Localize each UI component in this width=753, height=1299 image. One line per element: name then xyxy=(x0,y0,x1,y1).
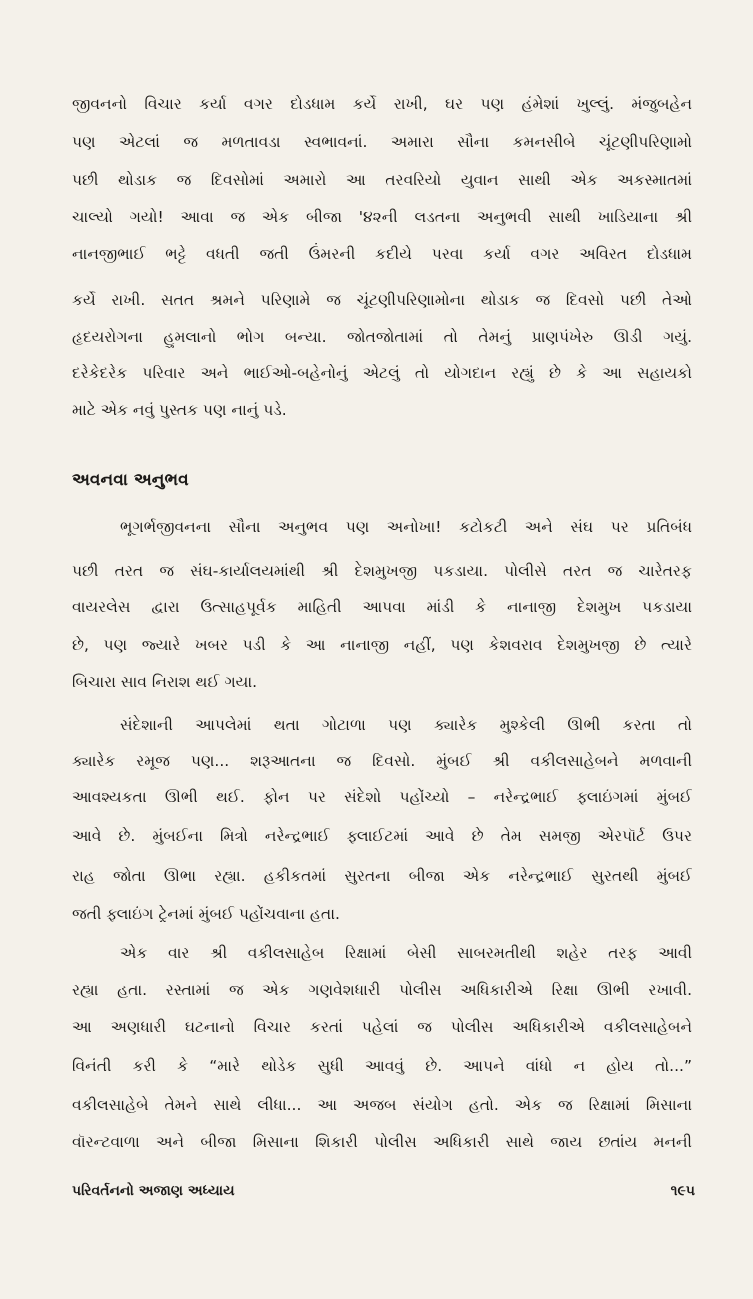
text-line: નાનજીભાઈ ભટ્ટે વધતી જતી ઉંમરની કદીયે પરવા કર્યા વગર અવિરત દોડધામ xyxy=(72,245,692,263)
text-line: આવશ્યકતા ઊભી થઈ. ફોન પર સંદેશો પહોંચ્યો – નરેન્દ્રભાઈ ફ્લાઇંગમાં મુંબઈ xyxy=(72,788,692,806)
text-line: બિચારા સાવ નિરાશ થઈ ગયા. xyxy=(72,673,258,691)
text-line: રાહ જોતા ઊભા રહ્યા. હકીકતમાં સુરતના બીજા એક નરેન્દ્રભાઈ સુરતથી મુંબઈ xyxy=(72,867,692,885)
text-line: પછી થોડાક જ દિવસોમાં અમારો આ તરવરિયો યુવાન સાથી એક અકસ્માતમાં xyxy=(72,171,692,189)
text-line: સંદેશાની આપલેમાં થતા ગોટાળા પણ ક્યારેક મુશ્કેલી ઊભી કરતા તો xyxy=(120,716,692,734)
text-line: દરેકેદરેક પરિવાર અને ભાઈઓ-બહેનોનું એટલું તો યોગદાન રહ્યું છે કે આ સહાયકો xyxy=(72,364,692,382)
text-line: હૃદયરોગના હુમલાનો ભોગ બન્યા. જોતજોતામાં તો તેમનું પ્રાણપંખેરુ ઊડી ગયું. xyxy=(72,328,692,346)
text-line: આ અણધારી ઘટનાનો વિચાર કરતાં પહેલાં જ પોલીસ અધિકારીએ વકીલસાહેબને xyxy=(72,1018,692,1036)
text-line: ભૂગર્ભજીવનના સૌના અનુભવ પણ અનોખા! કટોકટી અને સંઘ પર પ્રતિબંધ xyxy=(120,518,692,536)
text-line: રહ્યા હતા. રસ્તામાં જ એક ગણવેશધારી પોલીસ અધિકારીએ રિક્ષા ઊભી રખાવી. xyxy=(72,981,692,999)
text-line: વાયરલેસ દ્વારા ઉત્સાહપૂર્વક માહિતી આપવા માંડી કે નાનાજી દેશમુખ પકડાયા xyxy=(72,598,692,616)
text-line: છે, પણ જ્યારે ખબર પડી કે આ નાનાજી નહીં, પણ કેશવરાવ દેશમુખજી છે ત્યારે xyxy=(72,636,692,654)
page-number: ૧૯૫ xyxy=(670,1183,695,1199)
text-line: વિનંતી કરી કે “મારે થોડેક સુધી આવવું છે. આપને વાંધો ન હોય તો...” xyxy=(72,1057,692,1075)
text-line: જતી ફ્લાઇંગ ટ્રેનમાં મુંબઈ પહોંચવાના હતા. xyxy=(72,905,340,923)
running-footer-title: પરિવર્તનનો અજાણ અધ્યાય xyxy=(72,1183,235,1199)
text-line: ચાલ્યો ગયો! આવા જ એક બીજા '૪૨ની લડતના અનુભવી સાથી ખાડિયાના શ્રી xyxy=(72,208,692,226)
text-line: એક વાર શ્રી વકીલસાહેબ રિક્ષામાં બેસી સાબરમતીથી શહેર તરફ આવી xyxy=(120,944,692,962)
text-line: પછી તરત જ સંઘ-કાર્યાલયમાંથી શ્રી દેશમુખજી પકડાયા. પોલીસે તરત જ ચારેતરફ xyxy=(72,562,692,580)
text-line: માટે એક નવું પુસ્તક પણ નાનું પડે. xyxy=(72,401,287,419)
section-heading: અવનવા અનુભવ xyxy=(72,470,189,490)
text-line: ક્યારેક રમૂજ પણ... શરૂઆતના જ દિવસો. મુંબઈ શ્રી વકીલસાહેબને મળવાની xyxy=(72,752,692,770)
text-line: વકીલસાહેબે તેમને સાથે લીધા... આ અજબ સંયોગ હતો. એક જ રિક્ષામાં મિસાના xyxy=(72,1096,692,1114)
text-line: આવે છે. મુંબઈના મિત્રો નરેન્દ્રભાઈ ફ્લાઈટમાં આવે છે તેમ સમજી એરપૉર્ટ ઉપર xyxy=(72,827,692,845)
text-line: કર્યે રાખી. સતત શ્રમને પરિણામે જ ચૂંટણીપરિણામોના થોડાક જ દિવસો પછી તેઓ xyxy=(72,291,692,309)
text-line: વૉરન્ટવાળા અને બીજા મિસાના શિકારી પોલીસ અધિકારી સાથે જાય છતાંય મનની xyxy=(72,1133,692,1151)
text-line: જીવનનો વિચાર કર્યા વગર દોડધામ કર્યે રાખી, ઘર પણ હંમેશાં ખુલ્લું. મંજુબહેન xyxy=(72,95,692,113)
text-line: પણ એટલાં જ મળતાવડા સ્વભાવનાં. અમારા સૌના કમનસીબે ચૂંટણીપરિણામો xyxy=(72,133,692,151)
